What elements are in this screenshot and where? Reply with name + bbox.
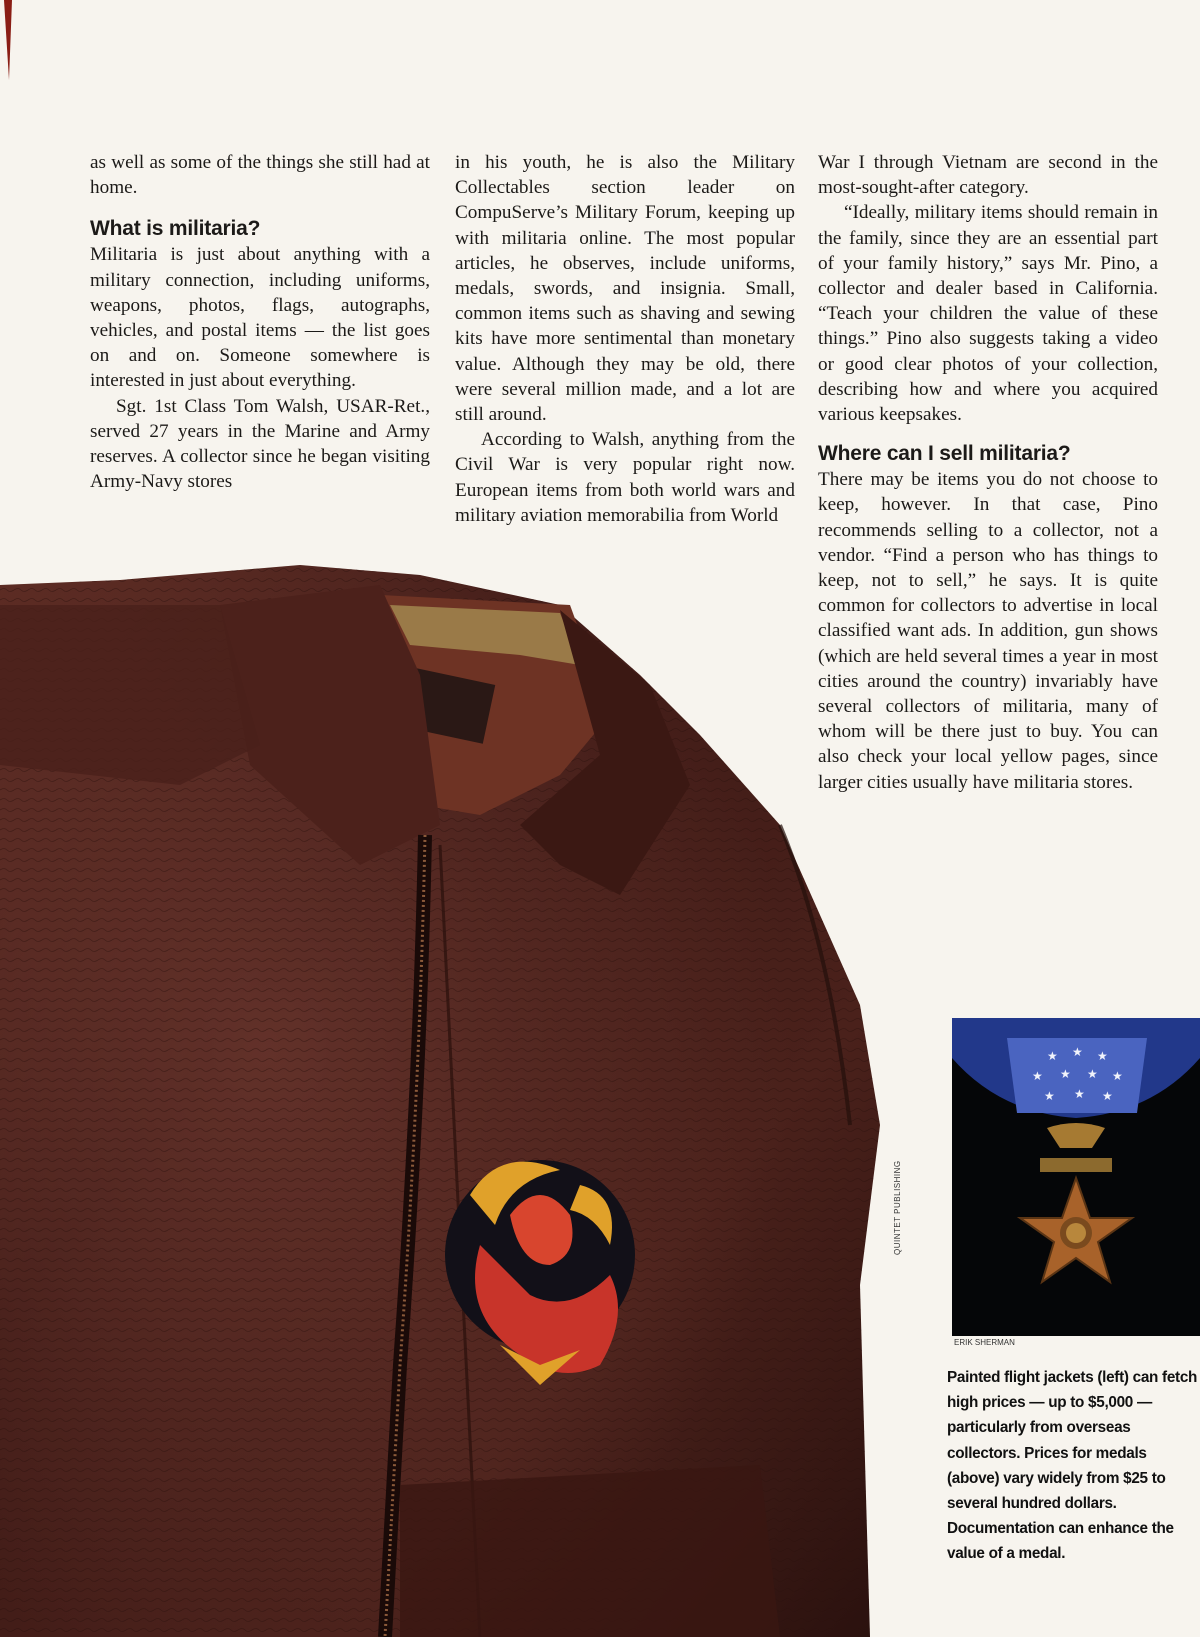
paragraph: There may be items you do not choose to keep, however. In that case, Pino recommends selling to a collector, not a vendor. “Find a person who has things to keep, not to sell,” he says. It is quite common for collectors to advertise in local classified want ads. In addition, gun shows (which are held several times a year in most cities around the country) invariably have several collectors of militaria, many of whom will be there just to buy. You can also check your local yellow pages, since larger cities usually have militaria stores. bbox=[818, 469, 1158, 793]
section-heading-what-is-militaria: What is militaria? bbox=[90, 217, 261, 241]
svg-text:★: ★ bbox=[1074, 1087, 1085, 1101]
photo-credit-medal: ERIK SHERMAN bbox=[954, 1338, 1015, 1347]
svg-text:★: ★ bbox=[1087, 1067, 1098, 1081]
svg-text:★: ★ bbox=[1097, 1049, 1108, 1063]
photo-caption: Painted flight jackets (left) can fetch high prices — up to $5,000 — particularly from overseas collectors. Prices for medals (above) vary widely from $25 to several hundred dollars. Documentation can enhance the value of a medal. bbox=[947, 1369, 1198, 1563]
svg-text:★: ★ bbox=[1032, 1069, 1043, 1083]
svg-text:★: ★ bbox=[1047, 1049, 1058, 1063]
svg-text:★: ★ bbox=[1072, 1045, 1083, 1059]
svg-text:★: ★ bbox=[1060, 1067, 1071, 1081]
paragraph: in his youth, he is also the Military Collectables section leader on CompuServe’s Military Forum, keeping up with militaria online. The most popular articles, he observes, include uniforms, medals, swords, and insignia. Small, common items such as shaving and sewing kits have more sentimental than monetary value. Although they may be old, there were several million made, and a lot are still around. bbox=[455, 152, 795, 426]
paragraph: Militaria is just about anything with a military connection, including uniforms, weapons, photos, flags, autographs, vehicles, and postal items — the list goes on and on. Someone somewhere is interested in just about everything. bbox=[90, 244, 430, 392]
svg-text:★: ★ bbox=[1112, 1069, 1123, 1083]
svg-text:★: ★ bbox=[1102, 1089, 1113, 1103]
svg-text:★: ★ bbox=[1044, 1089, 1055, 1103]
paragraph: War I through Vietnam are second in the most-sought-after category. bbox=[818, 152, 1158, 199]
section-heading-where-to-sell: Where can I sell militaria? bbox=[818, 442, 1071, 466]
photo-credit-jacket: QUINTET PUBLISHING bbox=[893, 1160, 902, 1255]
medal-photo bbox=[952, 1018, 1200, 1336]
paragraph: as well as some of the things she still had at home. bbox=[90, 152, 430, 199]
paragraph: According to Walsh, anything from the Civil War is very popular right now. European items from both world wars and military aviation memorabilia from World bbox=[455, 429, 795, 526]
paragraph: Sgt. 1st Class Tom Walsh, USAR-Ret., served 27 years in the Marine and Army reserves. A collector since he began visiting Army-Navy stores bbox=[90, 395, 430, 493]
article-column-1 bbox=[90, 150, 430, 494]
page-corner-mark bbox=[0, 0, 14, 80]
article-column-2 bbox=[455, 150, 795, 528]
paragraph: “Ideally, military items should remain in the family, since they are an essential part of your family history,” says Mr. Pino, a collector and dealer based in California. “Teach your children the value of these things.” Pino also suggests taking a video or good clear photos of your collection, describing how and where you acquired various keepsakes. bbox=[818, 202, 1158, 426]
flight-jacket-photo bbox=[0, 565, 900, 1637]
